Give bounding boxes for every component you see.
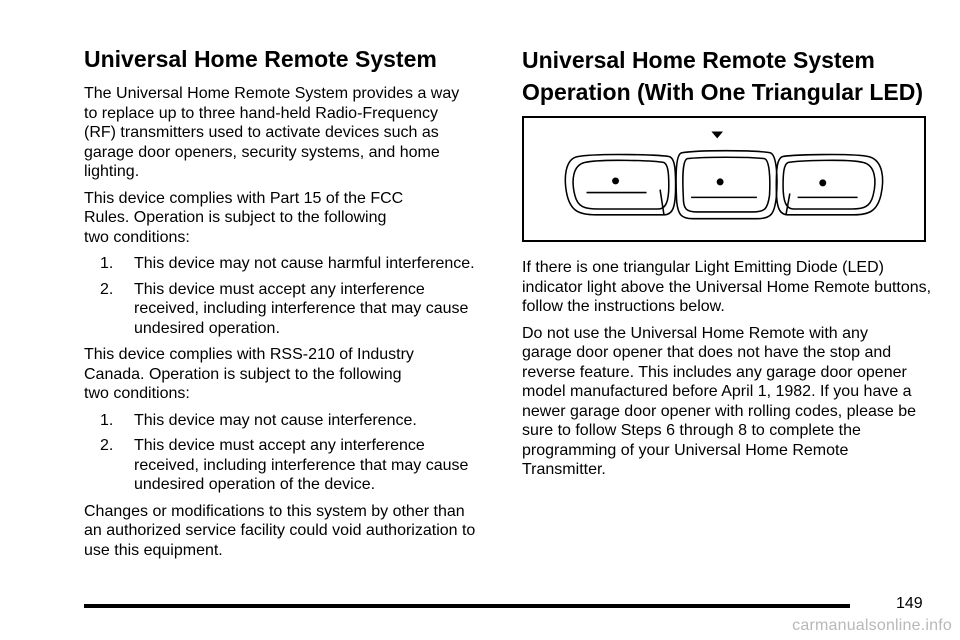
list-item: 2. This device must accept any interference received, including interference that may cause undesired operation of the device. <box>100 437 469 493</box>
warning-paragraph: Do not use the Universal Home Remote with any garage door opener that does not have the stop and reverse feature. This includes any garage door opener model manufactured before April 1, 1982. If you have a newer garage door opener with rolling codes, please be sure to follow Steps 6 through 8 to complete the programming of your Universal Home Remote Transmitter. <box>522 324 917 478</box>
list-item: 2. This device must accept any interference received, including interference that may cause undesired operation. <box>100 280 469 337</box>
led-paragraph: If there is one triangular Light Emitting Diode (LED) indicator light above the Universal Home Remote buttons, follow the instructions below. <box>522 259 932 315</box>
button-dot-icon <box>717 178 724 185</box>
section-title-universal-home-remote: Universal Home Remote System <box>84 46 437 72</box>
remote-button-right <box>776 154 882 214</box>
remote-button-left <box>565 154 675 214</box>
section-title-operation: Universal Home Remote System Operation (With One Triangular LED) <box>522 47 924 105</box>
led-triangle-icon <box>711 132 723 139</box>
remote-buttons-drawing <box>524 118 924 240</box>
remote-button-center <box>676 151 777 219</box>
modifications-paragraph: Changes or modifications to this system by other than an authorized service facility could void authorization to use this equipment. <box>84 502 476 559</box>
right-body <box>522 258 934 487</box>
remote-buttons-illustration <box>522 116 926 242</box>
list-item: 1. This device may not cause harmful interference. <box>100 255 475 272</box>
intro-paragraph: The Universal Home Remote System provides a way to replace up to three hand-held Radio-Frequency (RF) transmitters used to activate devices such as garage door openers, security systems, and home lighting. <box>84 85 460 180</box>
watermark: carmanualsonline.info <box>792 617 952 634</box>
rss-paragraph: This device complies with RSS-210 of Industry Canada. Operation is subject to the following two conditions: <box>84 346 414 402</box>
list-item: 1. This device may not cause interference. <box>100 411 417 429</box>
fcc-conditions-list <box>84 254 484 338</box>
footer-rule <box>84 604 850 608</box>
button-dot-icon <box>819 179 826 186</box>
button-dot-icon <box>612 177 619 184</box>
fcc-paragraph: This device complies with Part 15 of the FCC Rules. Operation is subject to the following two conditions: <box>84 189 404 246</box>
page-number: 149 <box>896 595 923 612</box>
left-body <box>84 84 484 567</box>
rss-conditions-list <box>84 411 484 495</box>
